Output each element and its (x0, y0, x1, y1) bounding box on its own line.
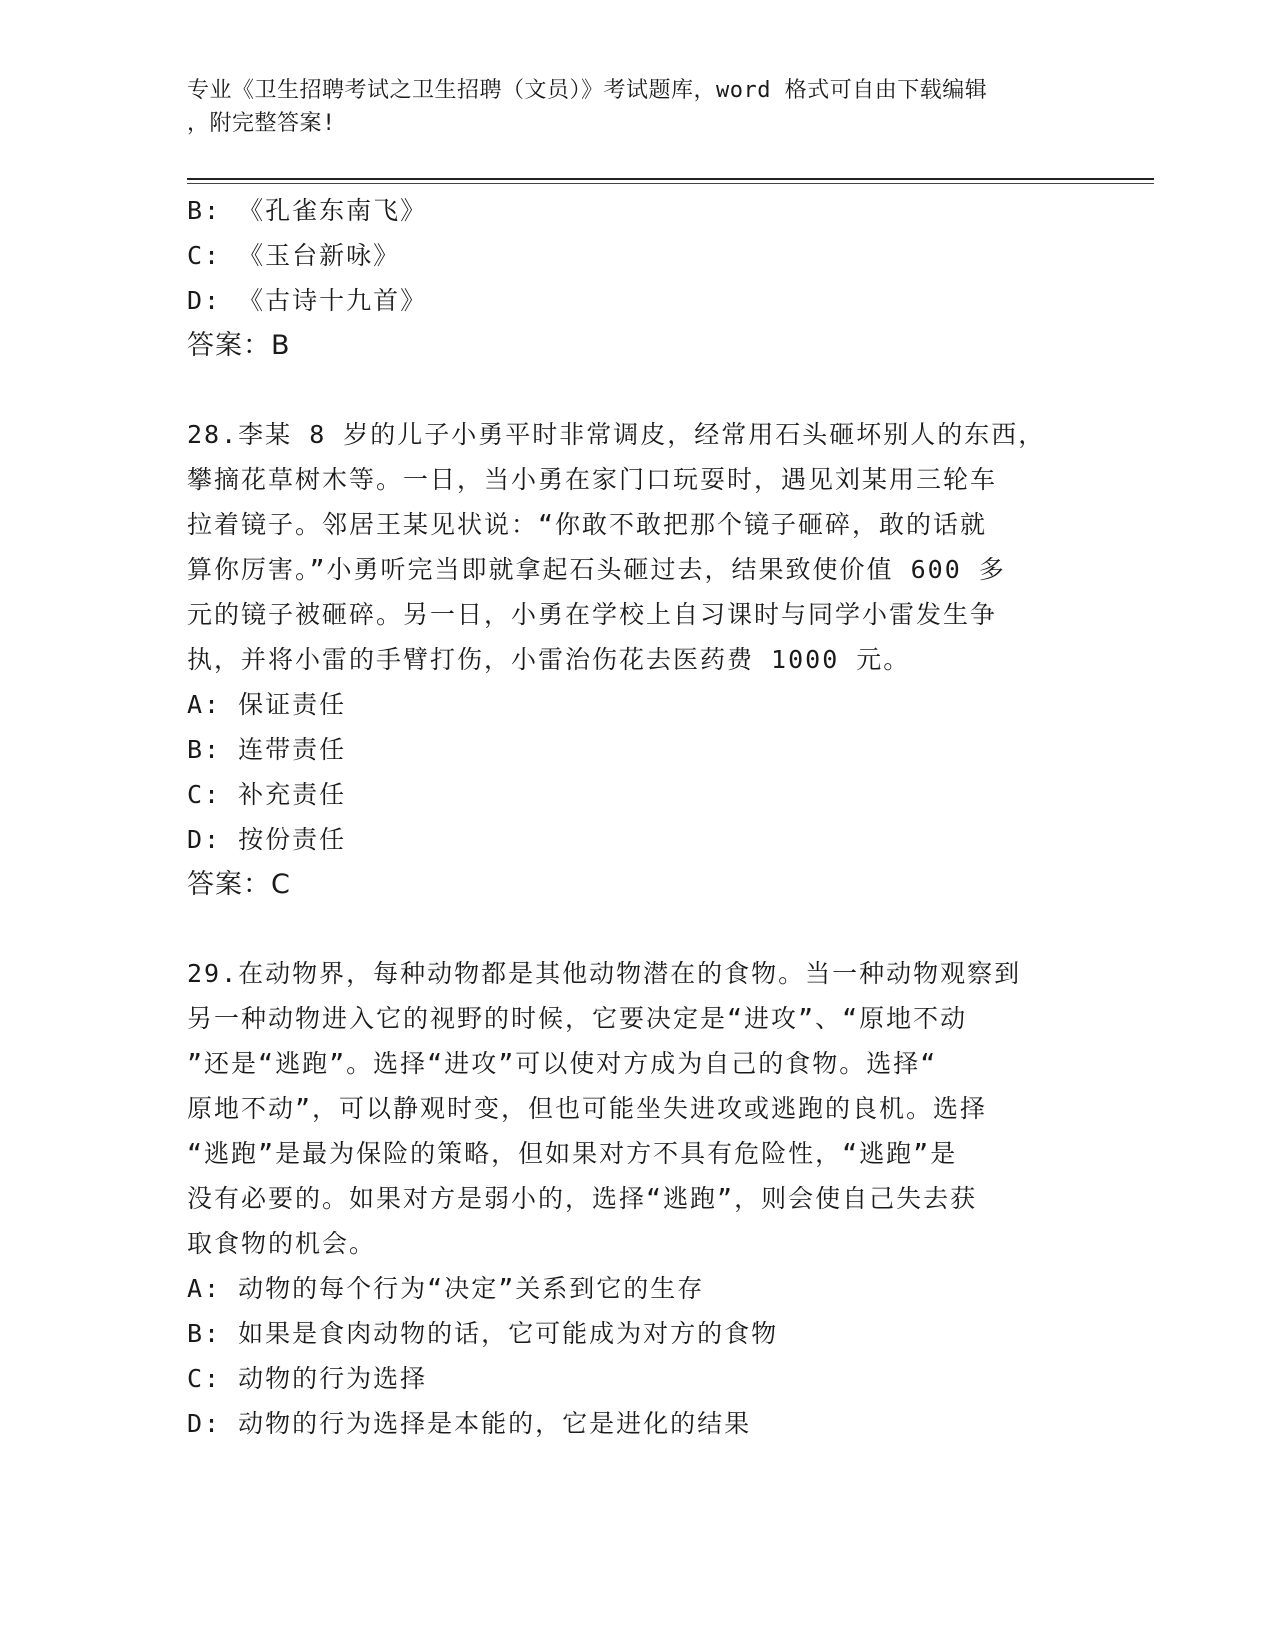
question-27 (187, 188, 1087, 368)
q29-text-line: 29.在动物界，每种动物都是其他动物潜在的食物。当一种动物观察到 (187, 959, 1022, 988)
question-28 (187, 412, 1087, 907)
q28-text-line: 攀摘花草树木等。一日，当小勇在家门口玩耍时，遇见刘某用三轮车 (187, 465, 998, 494)
q28-option-a: A: 保证责任 (187, 690, 347, 719)
q28-option-b: B: 连带责任 (187, 735, 347, 764)
q29-text-line: 没有必要的。如果对方是弱小的，选择“逃跑”，则会使自己失去获 (187, 1184, 978, 1213)
header-divider-thick (187, 178, 1154, 180)
q29-option-a: A: 动物的每个行为“决定”关系到它的生存 (187, 1274, 705, 1303)
page-header (187, 74, 1067, 140)
q28-text-line: 拉着镜子。邻居王某见状说：“你敢不敢把那个镜子砸碎，敢的话就 (187, 510, 988, 539)
q29-option-c: C: 动物的行为选择 (187, 1364, 428, 1393)
q27-answer: 答案：B (187, 330, 291, 361)
header-divider-thin (187, 183, 1154, 184)
q29-option-b: B: 如果是食肉动物的话，它可能成为对方的食物 (187, 1319, 779, 1348)
q29-text-line: 原地不动”，可以静观时变，但也可能坐失进攻或逃跑的良机。选择 (187, 1094, 988, 1123)
question-29 (187, 951, 1087, 1446)
q27-option-c: C: 《玉台新咏》 (187, 241, 401, 270)
q27-option-b: B: 《孔雀东南飞》 (187, 196, 428, 225)
spacer (187, 907, 1087, 951)
q28-option-c: C: 补充责任 (187, 780, 347, 809)
q28-text-line: 元的镜子被砸碎。另一日，小勇在学校上自习课时与同学小雷发生争 (187, 600, 998, 629)
header-title-line-1: 专业《卫生招聘考试之卫生招聘（文员）》考试题库，word 格式可自由下载编辑 (187, 78, 988, 103)
q29-option-d: D: 动物的行为选择是本能的，它是进化的结果 (187, 1409, 752, 1438)
q29-text-line: ”还是“逃跑”。选择“进攻”可以使对方成为自己的食物。选择“ (187, 1049, 938, 1078)
q28-text-line: 算你厉害。”小勇听完当即就拿起石头砸过去，结果致使价值 600 多 (187, 555, 1006, 584)
q28-text-line: 28.李某 8 岁的儿子小勇平时非常调皮，经常用石头砸坏别人的东西， (187, 420, 1046, 449)
q27-option-d: D: 《古诗十九首》 (187, 286, 428, 315)
header-title-line-2: ，附完整答案! (187, 111, 336, 136)
q29-text-line: 另一种动物进入它的视野的时候，它要决定是“进攻”、“原地不动 (187, 1004, 968, 1033)
q29-text-line: 取食物的机会。 (187, 1229, 377, 1258)
q28-text-line: 执，并将小雷的手臂打伤，小雷治伤花去医药费 1000 元。 (187, 645, 911, 674)
q28-answer: 答案：C (187, 869, 291, 900)
question-content (187, 188, 1087, 1446)
q29-text-line: “逃跑”是最为保险的策略，但如果对方不具有危险性，“逃跑”是 (187, 1139, 958, 1168)
spacer (187, 368, 1087, 412)
q28-option-d: D: 按份责任 (187, 825, 347, 854)
